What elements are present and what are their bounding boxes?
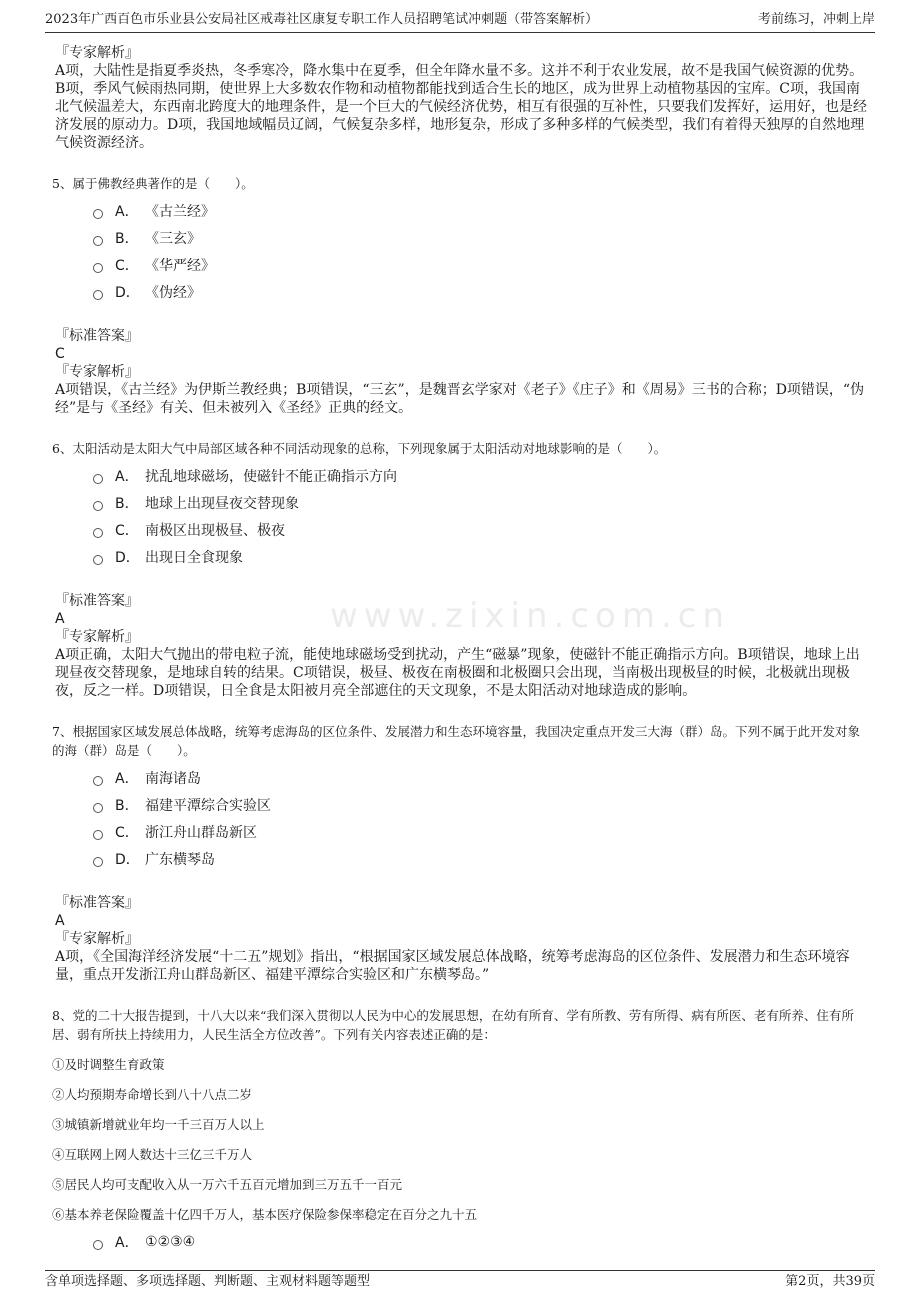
page-content (52, 44, 870, 1255)
analysis-label: 『专家解析』 (55, 45, 139, 61)
option-q5-b[interactable]: B． 《三玄》 (93, 224, 870, 251)
answer-label: 『标准答案』 (55, 328, 139, 344)
radio-icon[interactable] (93, 857, 103, 867)
question-stem-q7: 7、根据国家区域发展总体战略，统筹考虑海岛的区位条件、发展潜力和生态环境容量，我国决定重点开发三大海（群）岛。下列不属于此开发对象的海（群）岛是（ ）。 (52, 724, 860, 758)
statement-item: ⑥基本养老保险覆盖十亿四千万人，基本医疗保险参保率稳定在百分之九十五 (52, 1207, 478, 1222)
radio-icon[interactable] (93, 236, 103, 246)
option-q7-b[interactable]: B． 福建平潭综合实验区 (93, 791, 870, 818)
option-q6-d[interactable]: D． 出现日全食现象 (93, 543, 870, 570)
analysis-label: 『专家解析』 (55, 364, 139, 380)
statement-item: ③城镇新增就业年均一千三百万人以上 (52, 1117, 265, 1132)
option-q7-d[interactable]: D． 广东横琴岛 (93, 845, 870, 872)
options-q8 (93, 1228, 870, 1255)
watermark: www.zixin.com.cn (330, 596, 730, 636)
radio-icon[interactable] (93, 290, 103, 300)
option-q5-c[interactable]: C． 《华严经》 (93, 251, 870, 278)
option-q7-c[interactable]: C． 浙江舟山群岛新区 (93, 818, 870, 845)
statement-item: ①及时调整生育政策 (52, 1057, 165, 1072)
options-q7 (93, 764, 870, 872)
page-number: 第2页，共39页 (785, 1274, 875, 1289)
statement-item: ⑤居民人均可支配收入从一万六千五百元增加到三万五千一百元 (52, 1177, 403, 1192)
statement-item: ②人均预期寿命增长到八十八点二岁 (52, 1087, 253, 1102)
radio-icon[interactable] (93, 555, 103, 565)
analysis-text-q4: A项，大陆性是指夏季炎热，冬季寒冷，降水集中在夏季，但全年降水量不多。这并不利于农业发展，故不是我国气候资源的优势。B项，季风气候雨热同期，使世界上大多数农作物和动植物都能找到适合生长的地区，成为世界上动植物基因的宝库。C项，我国南北气候温差大，东西南北跨度大的地理条件，是一个巨大的气候经济优势，相互有很强的互补性，只要我们发挥好，运用好，也是经济发展的原动力。D项，我国地域幅员辽阔，气候复杂多样，地形复杂，形成了多种多样的气候类型，我们有着得天独厚的自然地理气候资源经济。 (55, 63, 867, 151)
question-stem-q5: 5、属于佛教经典著作的是（ ）。 (52, 176, 254, 191)
analysis-text-q6: A项正确，太阳大气抛出的带电粒子流，能使地球磁场受到扰动，产生“磁暴”现象，使磁针不能正确指示方向。B项错误，地球上出现昼夜交替现象，是地球自转的结果。C项错误，极昼、极夜在南极圈和北极圈只会出现，当南极出现极昼的时候，北极就出现极夜，反之一样。D项错误，日全食是太阳被月亮全部遮住的天文现象，不是太阳活动对地球造成的影响。 (55, 647, 860, 699)
answer-value-q6: A (55, 611, 65, 627)
analysis-text-q5: A项错误，《古兰经》为伊斯兰教经典；B项错误，“三玄”，是魏晋玄学家对《老子》《庄子》和《周易》三书的合称；D项错误，“伪经”是与《圣经》有关、但未被列入《圣经》正典的经文。 (55, 382, 865, 416)
options-q5 (93, 197, 870, 305)
option-q8-a[interactable]: A． ①②③④ (93, 1228, 870, 1255)
radio-icon[interactable] (93, 474, 103, 484)
radio-icon[interactable] (93, 1240, 103, 1250)
question-stem-q8: 8、党的二十大报告提到，十八大以来“我们深入贯彻以人民为中心的发展思想，在幼有所育、学有所教、劳有所得、病有所医、老有所养、住有所居、弱有所扶上持续用力，人民生活全方位改善”。下列有关内容表述正确的是： (52, 1008, 854, 1042)
radio-icon[interactable] (93, 263, 103, 273)
answer-label: 『标准答案』 (55, 895, 139, 911)
radio-icon[interactable] (93, 830, 103, 840)
option-q5-d[interactable]: D． 《伪经》 (93, 278, 870, 305)
option-q7-a[interactable]: A． 南海诸岛 (93, 764, 870, 791)
answer-label: 『标准答案』 (55, 593, 139, 609)
page-footer (45, 1270, 875, 1293)
analysis-label: 『专家解析』 (55, 931, 139, 947)
radio-icon[interactable] (93, 803, 103, 813)
radio-icon[interactable] (93, 528, 103, 538)
option-q6-c[interactable]: C． 南极区出现极昼、极夜 (93, 516, 870, 543)
options-q6 (93, 462, 870, 570)
option-q6-b[interactable]: B． 地球上出现昼夜交替现象 (93, 489, 870, 516)
radio-icon[interactable] (93, 501, 103, 511)
option-q5-a[interactable]: A． 《古兰经》 (93, 197, 870, 224)
header-slogan: 考前练习，冲刺上岸 (757, 12, 875, 27)
answer-value-q5: C (55, 346, 65, 362)
question-stem-q6: 6、太阳活动是太阳大气中局部区域各种不同活动现象的总称，下列现象属于太阳活动对地球影响的是（ ）。 (52, 441, 667, 456)
radio-icon[interactable] (93, 209, 103, 219)
statement-item: ④互联网上网人数达十三亿三千万人 (52, 1147, 253, 1162)
radio-icon[interactable] (93, 776, 103, 786)
document-title: 2023年广西百色市乐业县公安局社区戒毒社区康复专职工作人员招聘笔试冲刺题（带答案解析） (45, 12, 599, 27)
analysis-label: 『专家解析』 (55, 629, 139, 645)
analysis-text-q7: A项，《全国海洋经济发展“十二五”规划》指出，“根据国家区域发展总体战略，统筹考虑海岛的区位条件、发展潜力和生态环境容量，重点开发浙江舟山群岛新区、福建平潭综合实验区和广东横琴岛。” (55, 949, 850, 983)
footer-note: 含单项选择题、多项选择题、判断题、主观材料题等题型 (45, 1274, 371, 1289)
page-header (45, 10, 875, 33)
option-q6-a[interactable]: A． 扰乱地球磁场，使磁针不能正确指示方向 (93, 462, 870, 489)
answer-value-q7: A (55, 913, 65, 929)
